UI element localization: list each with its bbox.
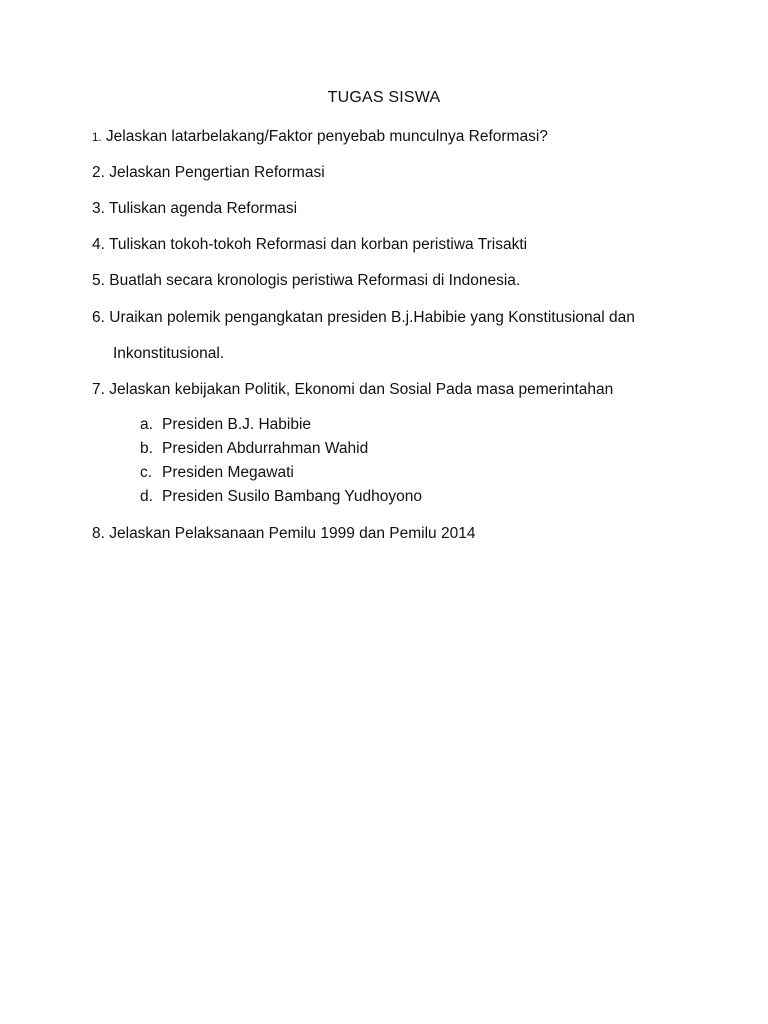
page-title: TUGAS SISWA [327, 89, 441, 106]
question-text: Jelaskan latarbelakang/Faktor penyebab munculnya Reformasi? [105, 128, 548, 145]
question-text: Buatlah secara kronologis peristiwa Reformasi di Indonesia. [109, 272, 521, 289]
sub-item-letter: b. [140, 440, 153, 457]
question-text: Jelaskan kebijakan Politik, Ekonomi dan Sosial Pada masa pemerintahan [109, 381, 614, 398]
question-3 [92, 200, 297, 218]
sub-item-b [140, 440, 368, 458]
sub-item-d [140, 488, 422, 506]
question-number: 4. [92, 236, 105, 253]
question-number: 2. [92, 164, 105, 181]
question-number: 7. [92, 381, 105, 398]
question-6 [92, 309, 635, 327]
question-5 [92, 272, 520, 290]
question-7 [92, 381, 613, 399]
sub-item-text: Presiden Abdurrahman Wahid [162, 440, 369, 457]
sub-item-text: Presiden Megawati [162, 464, 294, 481]
sub-item-letter: a. [140, 416, 153, 433]
question-number: 5. [92, 272, 105, 289]
question-1 [92, 128, 548, 146]
question-8 [92, 525, 475, 543]
question-text: Jelaskan Pelaksanaan Pemilu 1999 dan Pemilu 2014 [109, 525, 476, 542]
question-number: 8. [92, 525, 105, 542]
question-text: Uraikan polemik pengangkatan presiden B.j.Habibie yang Konstitusional dan [109, 309, 635, 326]
sub-item-a [140, 416, 311, 434]
question-text: Tuliskan tokoh-tokoh Reformasi dan korban peristiwa Trisakti [108, 236, 528, 253]
question-6-continuation: Inkonstitusional. [113, 345, 225, 362]
question-text: Tuliskan agenda Reformasi [108, 200, 298, 217]
question-4 [92, 236, 527, 254]
question-2 [92, 164, 325, 182]
sub-item-text: Presiden Susilo Bambang Yudhoyono [162, 488, 422, 505]
sub-item-c [140, 464, 294, 482]
sub-item-text: Presiden B.J. Habibie [162, 416, 312, 433]
sub-item-letter: d. [140, 488, 153, 505]
question-number: 6. [92, 309, 105, 326]
question-text: Jelaskan Pengertian Reformasi [109, 164, 325, 181]
question-number: 3. [92, 200, 105, 217]
sub-item-letter: c. [140, 464, 153, 481]
question-number: 1. [92, 132, 102, 144]
